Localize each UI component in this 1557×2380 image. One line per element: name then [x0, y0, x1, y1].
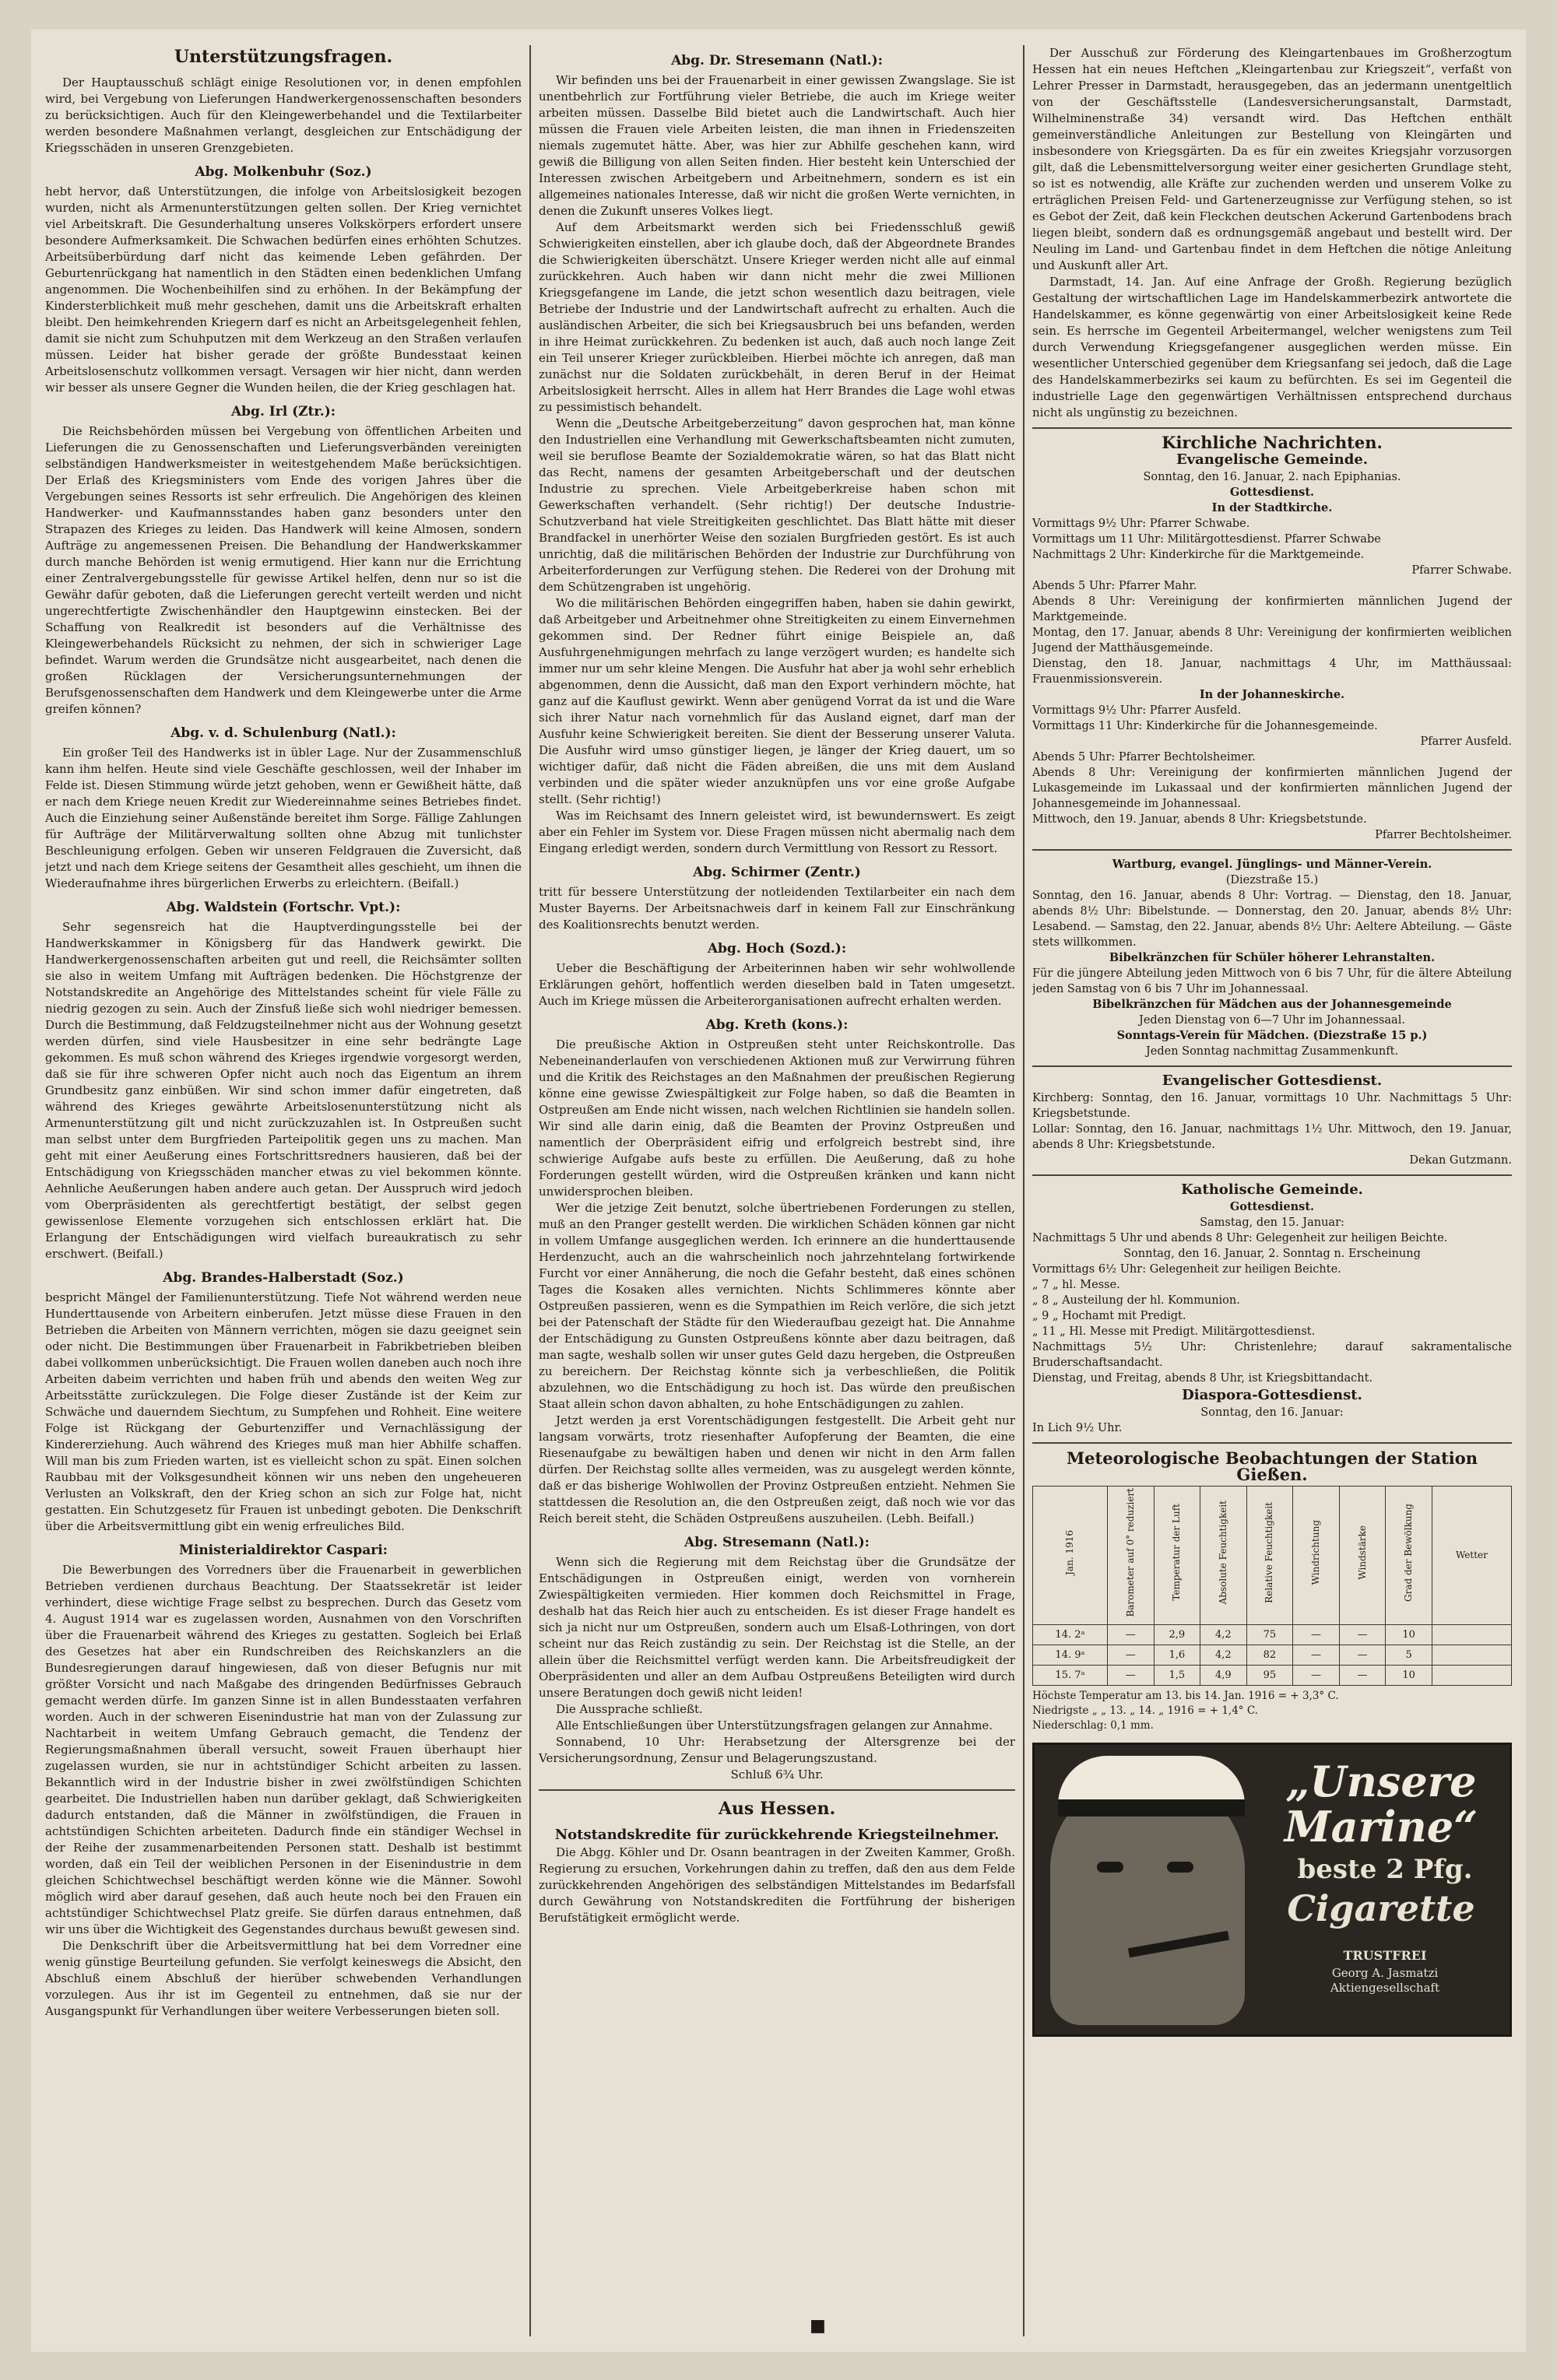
- column-1: [45, 45, 522, 2336]
- table-cell: —: [1293, 1665, 1340, 1685]
- notice-line: Vormittags 9½ Uhr: Pfarrer Schwabe.: [1032, 518, 1250, 530]
- table-cell: 10: [1386, 1624, 1432, 1645]
- notice-line: Montag, den 17. Januar, abends 8 Uhr: Vereinigung der konfirmierten weiblichen Jugend der Matthäusgemeinde.: [1032, 627, 1512, 655]
- paragraph: Alle Entschließungen über Unterstützungsfragen gelangen zur Annahme.: [556, 1718, 993, 1732]
- table-cell: —: [1107, 1624, 1154, 1645]
- speaker-heading: Abg. Hoch (Sozd.):: [707, 941, 847, 957]
- notice-line: Dekan Gutzmann.: [1409, 1154, 1512, 1167]
- table-cell: 10: [1386, 1665, 1432, 1685]
- notice-line: In Lich 9½ Uhr.: [1032, 1422, 1123, 1434]
- service-date: Sonntag, den 16. Januar:: [1200, 1406, 1344, 1419]
- notice-line: Nachmittags 5 Uhr und abends 8 Uhr: Gelegenheit zur heiligen Beichte.: [1032, 1232, 1448, 1244]
- notice-line: Vormittags 9½ Uhr: Pfarrer Ausfeld.: [1032, 704, 1242, 717]
- ad-trustfree: TRUSTFREI: [1343, 1947, 1427, 1963]
- column-divider: [1023, 45, 1025, 2336]
- club-title: Bibelkränzchen für Mädchen aus der Johannesgemeinde: [1092, 998, 1452, 1011]
- table-cell: —: [1107, 1665, 1154, 1685]
- divider: [1032, 1174, 1512, 1176]
- table-cell: —: [1339, 1624, 1386, 1645]
- eye-icon: [1097, 1862, 1123, 1873]
- paragraph: Die Reichsbehörden müssen bei Vergebung von öffentlichen Arbeiten und Lieferungen die zu Genossenschaften und Lieferungsverbänden vereinigten selbständigen Handwerksmeister in weitestgehendem Maße berücksichtigen. Der Erlaß des Kriegsministers vom Ende des vorigen Jahres über die Vergebungen seines Ressorts ist sehr erfreulich. Die Angehörigen des kleinen Handwerker- und Kaufmannsstandes haben ganz besonders unter den Strapazen des Krieges zu leiden. Das Handwerk will keine Almosen, sondern Aufträge zu angemessenen Preisen. Die Behandlung der Handwerkskammer durch manche Behörden ist wenig ermutigend. Hier kann nur die Errichtung einer Zentralvergebungsstelle für gewisse Artikel helfen, denn nur so ist die Gewähr dafür geboten, daß die Lieferungen gerecht verteilt werden und nicht ungerechtfertigte Zwischenhändler den Hauptgewinn einstecken. Bei der Schaffung von Realkredit ist besonders auf die Verhältnisse des Kleingewerbehandels Rücksicht zu nehmen, der sich in schwieriger Lage befindet. Warum werden die Grundsätze nicht ausgearbeitet, nach denen die großen Rücklagen der Versicherungsunternehmungen der Berufsgenossenschaften dem Handwerk und dem Kleingewerbe unter die Arme greifen können?: [45, 424, 522, 716]
- speaker-heading: Abg. v. d. Schulenburg (Natl.):: [170, 725, 396, 741]
- weather-header: Absolute Feuchtigkeit: [1200, 1487, 1247, 1625]
- speaker-heading: Abg. Stresemann (Natl.):: [684, 1535, 870, 1550]
- notice-line: Abends 5 Uhr: Pfarrer Mahr.: [1032, 580, 1197, 592]
- paragraph: Die Bewerbungen des Vorredners über die Frauenarbeit in gewerblichen Betrieben verdienen durchaus Beachtung. Der Staatssekretär ist leider verhindert, diese wichtige Frage selbst zu besprechen. Durch das Gesetz vom 4. August 1914 war es zugelassen worden, Ausnahmen von den Vorschriften über die Frauenarbeit während des Krieges zu gestatten. Sogleich bei Erlaß des Gesetzes hat aber ein Rundschreiben des Reichskanzlers an die Bundesregierungen darauf hingewiesen, daß von dieser Befugnis nur mit größter Vorsicht und nach Maßgabe des dringenden Bedürfnisses Gebrauch gemacht werden dürfe. Im ganzen Sinne ist in allen Bundesstaaten verfahren worden. Auch in der schweren Eisenindustrie hat man von der Zulassung zur Nachtarbeit in weitem Umfang Gebrauch gemacht, die Tendenz der Regierungsmaßnahmen überall versucht, soweit Frauen überhaupt hier zugelassen wurden, sie nur in achtstündiger Schicht arbeiten zu lassen. Bekanntlich wird in der Industrie bisher in zwei zwölfstündigen Schichten gearbeitet. Die Industriellen haben nun darüber geklagt, daß Schwierigkeiten dadurch entstanden, daß die Männer in zwölfstündigen, die Frauen in achtstündigen Schichten arbeiteten. Dadurch finde ein ständiger Wechsel in der Reihe der zusammenarbeitenden Personen statt. Deshalb ist bestimmt worden, daß ein Teil der weiblichen Personen in der Eisenindustrie in dem gleichen Schichtwechsel beschäftigt werden könne wie die Männer. Sowohl möglich wird aber darauf gesehen, daß auch heute noch bei den Frauen ein achtstündiger Schichtwechsel Platz greife. Sie dürfen daraus entnehmen, daß wir uns über die Wichtigkeit des Gegenstandes durchaus bewußt gewesen sind.: [45, 1563, 522, 1936]
- diaspora-title: Diaspora-Gottesdienst.: [1182, 1387, 1362, 1403]
- notice-line: Für die jüngere Abteilung jeden Mittwoch von 6 bis 7 Uhr, für die ältere Abteilung jeden Samstag von 6 bis 7 Uhr im Johannessaal.: [1032, 967, 1512, 995]
- paragraph: Wo die militärischen Behörden eingegriffen haben, haben sie dahin gewirkt, daß Arbeitgeber und Arbeitnehmer ohne Streitigkeiten zu einem Einvernehmen gekommen sind. Der Redner führt einige Beispiele an, daß Ausfuhrgenehmigungen mehrfach zu lange verzögert wurden; es handelte sich immer nur um sehr kleine Mengen. Die Ausfuhr hat aber ja wohl sehr erheblich abgenommen, denn die Aussicht, daß man den Export verhindern möchte, hat ganz auf die Kauflust gewirkt. Wenn aber genügend Vorrat da ist und die Ware sich ihrer Natur nach vornehmlich für das Ausland eignet, darf man der Ausfuhr keine Schwierigkeit bereiten. Sie dient der Besserung unserer Valuta. Die Ausfuhr wird umso günstiger liegen, je länger der Krieg dauert, um so wichtiger dafür, daß nicht die Fäden abreißen, die uns mit dem Ausland verbinden und die später wieder anzuknüpfen uns vor eine große Aufgabe stellt. (Sehr richtig!): [539, 596, 1015, 806]
- catholic-title: Katholische Gemeinde.: [1181, 1181, 1363, 1198]
- divider: [539, 1789, 1015, 1791]
- notice-line: Dienstag, den 18. Januar, nachmittags 4 Uhr, im Matthäussaal: Frauenmissionsverein.: [1032, 658, 1512, 686]
- club-title: Wartburg, evangel. Jünglings- und Männer-Verein.: [1112, 858, 1432, 871]
- paragraph: Was im Reichsamt des Innern geleistet wird, ist bewundernswert. Es zeigt aber ein Fehler im System vor. Diese Fragen müssen nicht abermalig nach dem Eingang erledigt werden, sondern durch Vermittlung von Ressort zu Ressort.: [539, 809, 1015, 855]
- closing-note: Schluß 6¾ Uhr.: [730, 1767, 824, 1781]
- ad-manufacturer-line: Aktiengesellschaft: [1330, 1980, 1440, 1995]
- section-title: Aus Hessen.: [718, 1799, 836, 1819]
- table-cell: 2,9: [1154, 1624, 1200, 1645]
- max-temperature: Höchste Temperatur am 13. bis 14. Jan. 1916 = + 3,3° C.: [1032, 1689, 1339, 1702]
- ad-manufacturer-line: Georg A. Jasmatzi: [1331, 1965, 1439, 1980]
- service-date: Samstag, den 15. Januar:: [1200, 1216, 1344, 1229]
- speaker-heading: Abg. Brandes-Halberstadt (Soz.): [163, 1270, 404, 1286]
- weather-header: Relative Feuchtigkeit: [1246, 1487, 1293, 1625]
- table-cell: 15. 7ᵃ: [1033, 1665, 1108, 1685]
- notice-line: Abends 8 Uhr: Vereinigung der konfirmierten männlichen Jugend der Lukasgemeinde im Lukassaal und der konfirmierten männlichen Jugend der Johannesgemeinde im Johannessaal.: [1032, 767, 1512, 810]
- paragraph: tritt für bessere Unterstützung der notleidenden Textilarbeiter ein nach dem Muster Bayerns. Der Arbeitsnachweis darf in keinem Fall zur Einschränkung des Koalitionsrechts benutzt werden.: [539, 885, 1015, 932]
- table-cell: 14. 2ᵃ: [1033, 1624, 1108, 1645]
- table-cell: 5: [1386, 1645, 1432, 1665]
- paragraph: Die Aussprache schließt.: [556, 1702, 703, 1716]
- paragraph: Ueber die Beschäftigung der Arbeiterinnen haben wir sehr wohlwollende Erklärungen gehört, hoffentlich werden dieselben bald in Taten umgesetzt. Auch im Kriege müssen die Arbeiterorganisationen aufrecht erhalten werden.: [539, 961, 1015, 1008]
- church-name: In der Johanneskirche.: [1199, 688, 1345, 701]
- precipitation: Niederschlag: 0,1 mm.: [1032, 1718, 1154, 1732]
- cap-band-icon: [1058, 1799, 1245, 1817]
- paragraph: Sonnabend, 10 Uhr: Herabsetzung der Altersgrenze bei der Versicherungsordnung, Zensur und Belagerungszustand.: [539, 1735, 1015, 1765]
- paragraph: Der Hauptausschuß schlägt einige Resolutionen vor, in denen empfohlen wird, bei Vergebung von Lieferungen Handwerkergenossenschaften besonders zu berücksichtigen. Auch für den Kleingewerbehandel und die Textilarbeiter werden besondere Maßnahmen verlangt, desgleichen zur Entschädigung der Kriegsschäden in unseren Grenzgebieten.: [45, 75, 522, 155]
- notice-line: „ 7 „ hl. Messe.: [1032, 1279, 1120, 1291]
- ad-manufacturer: [1268, 1966, 1502, 1996]
- notice-line: Nachmittags 2 Uhr: Kinderkirche für die Marktgemeinde.: [1032, 549, 1365, 561]
- notice-line: „ 8 „ Austeilung der hl. Kommunion.: [1032, 1294, 1240, 1307]
- speaker-heading: Abg. Molkenbuhr (Soz.): [195, 164, 372, 180]
- notice-line: Vormittags um 11 Uhr: Militärgottesdienst. Pfarrer Schwabe: [1032, 533, 1381, 546]
- speaker-heading: Ministerialdirektor Caspari:: [179, 1543, 388, 1558]
- section-title: Unterstützungsfragen.: [174, 47, 393, 67]
- table-cell: —: [1293, 1624, 1340, 1645]
- paragraph: Die Abgg. Köhler und Dr. Osann beantragen in der Zweiten Kammer, Großh. Regierung zu ersuchen, Vorkehrungen dahin zu treffen, daß den aus dem Felde zurückkehrenden Angehörigen des selbständigen Mittelstandes im Bedarfsfall durch Gewährung von Notstandskrediten die Fortführung der bisherigen Berufstätigkeit ermöglicht werde.: [539, 1845, 1015, 1925]
- ad-product: Cigarette: [1287, 1887, 1475, 1929]
- weather-table: [1032, 1486, 1512, 1686]
- eye-icon: [1167, 1862, 1193, 1873]
- speaker-heading: Abg. Kreth (kons.):: [705, 1017, 849, 1033]
- paragraph: Wer die jetzige Zeit benutzt, solche übertriebenen Forderungen zu stellen, muß an den Pranger gestellt werden. Die wirklichen Schäden können gar nicht in vollem Umfange ausgeglichen werden. Ich erinnere an die hunderttausende Herdenzucht, auch an die wahrscheinlich noch jahrzehntelang fortwirkende Furcht vor einer Annäherung, die noch die Gefahr besteht, daß eines schönen Tages die Kosaken alles vernichten. Nichts Schlimmeres könnte aber Ostpreußen passieren, wenn es die Sympathien im Reich verlöre, die sich jetzt bei der Patenschaft der Städte für den Wiederaufbau gezeigt hat. Die Annahme der Entschädigung zu Gunsten Ostpreußens könnte aber dazu beitragen, daß man sagte, weshalb sollen wir unser gutes Geld dazu hergeben, die Ostpreußen zu bereichern. Der Reichstag könnte sich ja verbeschließen, die Politik abzulehnen, wo die Entschädigung zu hoch ist. Das würde den preußischen Staat allein schon davon abhalten, zu hohe Entschädigungen zu zahlen.: [539, 1201, 1015, 1411]
- notice-line: Pfarrer Ausfeld.: [1420, 735, 1512, 748]
- weather-header: Jan. 1916: [1033, 1487, 1108, 1625]
- paragraph: Darmstadt, 14. Jan. Auf eine Anfrage der Großh. Regierung bezüglich Gestaltung der wirtschaftlichen Lage im Handelskammerbezirk antwortete die Handelskammer, es könne gegenwärtig von einer Arbeitslosigkeit keine Rede sein. Es herrsche im Gegenteil Arbeitermangel, welcher wenigstens zum Teil durch Verwendung Kriegsgefangener ausgeglichen werden müsse. Ein wesentlicher Unterschied gegenüber dem Kriegsanfang sei jedoch, daß die Lage des Handelskammerbezirks sei kaum zu befürchten. Es sei im Gegenteil die industrielle Lage den gegenwärtigen Verhältnissen entsprechend durchaus nicht als ungünstig zu bezeichnen.: [1032, 275, 1512, 419]
- weather-header: Windrichtung: [1293, 1487, 1340, 1625]
- divider: [1032, 1442, 1512, 1444]
- table-row: [1033, 1645, 1512, 1665]
- table-cell: —: [1107, 1645, 1154, 1665]
- speaker-heading: Abg. Schirmer (Zentr.): [693, 865, 861, 880]
- table-cell: 1,6: [1154, 1645, 1200, 1665]
- notice-line: Vormittags 11 Uhr: Kinderkirche für die Johannesgemeinde.: [1032, 720, 1378, 732]
- notice-line: „ 11 „ Hl. Messe mit Predigt. Militärgottesdienst.: [1032, 1325, 1316, 1338]
- notice-line: Jeden Sonntag nachmittag Zusammenkunft.: [1145, 1045, 1399, 1058]
- divider: [1032, 427, 1512, 429]
- notice-line: Abends 5 Uhr: Pfarrer Bechtolsheimer.: [1032, 751, 1256, 763]
- weather-header: Wetter: [1432, 1487, 1511, 1625]
- table-cell: 1,5: [1154, 1665, 1200, 1685]
- paragraph: bespricht Mängel der Familienunterstützung. Tiefe Not während werden neue Hunderttausende von Arbeitern einberufen. Jetzt müsse diese Frauen in den Betrieben die Arbeiten von Männern verrichten, mögen sie dazu geeignet sein oder nicht. Die Bestimmungen über Frauenarbeit in Fabrikbetrieben bleiben dabei vollkommen unberücksichtigt. Die Frauen wollen daneben auch noch ihre Arbeiten dabeim verrichten und haben früh und abends den weiten Weg zur Arbeitsstätte zurückzulegen. Die Folge dieser Zustände ist der Keim zur Schwäche und dauerndem Siechtum, zu Sumpfehen und Rohheit. Eine weitere Folge ist Rückgang der Geburtenziffer und Vernachlässigung der Kindererziehung. Auch während des Krieges muß man hier Abhilfe schaffen. Will man bis zum Frieden warten, ist es vielleicht schon zu spät. Einen solchen Raubbau mit der Volksgesundheit können wir uns neben den ungeheueren Verlusten an Volkskraft, den der Krieg schon an sich zur Folge hat, nicht gestatten. Ein Schutzgesetz für Frauen ist unbedingt geboten. Die Denkschrift über die Arbeitsvermittlung gibt ein wenig erfreuliches Bild.: [45, 1290, 522, 1533]
- speaker-heading: Abg. Irl (Ztr.):: [230, 404, 336, 419]
- page-footer-mark: ■: [810, 2316, 826, 2336]
- paragraph: Die preußische Aktion in Ostpreußen steht unter Reichskontrolle. Das Nebeneinanderlaufen von verschiedenen Aktionen muß zur Verwirrung führen und die Kritik des Reichstages an den Maßnahmen der preußischen Regierung könne eine gewisse Zwiespältigkeit zur Folge haben, so daß die Beamten in Ostpreußen am Ende nicht wissen, nach welchen Richtlinien sie handeln sollen. Wir sind alle darin einig, daß die Beamten der Provinz Ostpreußen und namentlich der Oberpräsident eifrig und erfolgreich bestrebt sind, ihre schwierige Aufgabe aufs beste zu erfüllen. Die Aeußerung, daß zu hohe Forderungen gestellt würden, wird die Ostpreußen kränken und kann nicht unwidersprochen bleiben.: [539, 1037, 1015, 1199]
- club-title: Bibelkränzchen für Schüler höherer Lehranstalten.: [1109, 951, 1436, 964]
- service-date: Sonntag, den 16. Januar, 2. Sonntag n. Erscheinung: [1123, 1248, 1421, 1260]
- paragraph: Wenn die „Deutsche Arbeitgeberzeitung“ davon gesprochen hat, man könne den Industriellen eine Verhandlung mit Gewerkschaftsbeamten nicht zumuten, weil sie beruflose Beamte der Sozialdemokratie wären, so hat das Blatt nicht das Recht, namens der gesamten Arbeitgeberschaft und der deutschen Industrie zu sprechen. Viele Arbeitgeberkreise haben schon mit Gewerkschaften verhandelt. (Sehr richtig!) Der deutsche Industrie-Schutzverband hat viele Streitigkeiten geschlichtet. Das Blatt hätte mit dieser Brandfackel in unerhörter Weise den sozialen Burgfrieden gestört. Es ist auch unrichtig, daß die militärischen Behörden der Industrie zur Durchführung von Arbeiterforderungen zur Verfügung stehen. Die Rederei von der Drohung mit dem Schützengraben ist ungehörig.: [539, 416, 1015, 594]
- notice-line: Dienstag, und Freitag, abends 8 Uhr, ist Kriegsbittandacht.: [1032, 1372, 1373, 1385]
- table-cell: [1432, 1665, 1511, 1685]
- paragraph: hebt hervor, daß Unterstützungen, die infolge von Arbeitslosigkeit bezogen wurden, nicht als Armenunterstützungen gelten sollen. Der Krieg vernichtet viel Arbeitskraft. Die Gesunderhaltung unseres Volkskörpers erfordert unsere besondere Aufmerksamkeit. Die Schwachen bedürfen eines erhöhten Schutzes. Arbeitsüberbürdung darf nicht das keimende Leben gefährden. Der Geburtenrückgang hat namentlich in den Städten einen bedenklichen Umfang angenommen. Die Wochenbeihilfen sind zu erhöhen. In der Bekämpfung der Kindersterblichkeit muß mehr geschehen, damit uns die Arbeitskraft erhalten bleibt. Den heimkehrenden Kriegern darf es nicht an Arbeitsgelegenheit fehlen, damit sie nicht zum Schuhputzen mit dem Werkzeug an den Straßen verlaufen müssen. Leider hat bisher gerade der größte Bundesstaat keinen Arbeitslosenschutz vollkommen versagt. Versagen wir hier nicht, dann werden wir besser als unsere Gegner die Wunden heilen, die der Krieg geschlagen hat.: [45, 184, 522, 395]
- notice-line: Nachmittags 5½ Uhr: Christenlehre; darauf sakramentalische Bruderschaftsandacht.: [1032, 1341, 1512, 1369]
- paragraph: Wir befinden uns bei der Frauenarbeit in einer gewissen Zwangslage. Sie ist unentbehrlich zur Fortführung vieler Betriebe, die auch im Kriege weiter arbeiten müssen. Dasselbe Bild bietet auch die Landwirtschaft. Auch hier müssen die Frauen viele Arbeiten leisten, die man ihnen in Friedenszeiten niemals zugemutet hätte. Aber, was hier zur Abhilfe geschehen kann, wird gewiß die Billigung von allen Seiten finden. Hier besteht kein Unterschied der Interessen zwischen Arbeitgebern und Arbeitnehmern, sondern es ist ein allgemeines nationales Interesse, daß wir nicht die großen Werte vernichten, in denen die Zukunft unseres Volkes liegt.: [539, 73, 1015, 218]
- table-cell: 82: [1246, 1645, 1293, 1665]
- paragraph: Auf dem Arbeitsmarkt werden sich bei Friedensschluß gewiß Schwierigkeiten einstellen, aber ich glaube doch, daß der Abgeordnete Brandes die Schwierigkeiten überschätzt. Unsere Krieger werden nicht alle auf einmal zurückkehren. Auch haben wir dann nicht mehr die zwei Millionen Kriegsgefangene im Lande, die jetzt schon wesentlich dazu beitragen, viele Betriebe der Industrie und der Landwirtschaft aufrecht zu erhalten. Auch die ausländischen Arbeiter, die sich bei Kriegsausbruch bei uns befanden, werden in ihre Heimat zurückkehren. Zu bedenken ist auch, daß auch noch lange Zeit ein Teil unserer Krieger zurückbleiben. Hierbei möchte ich anregen, daß man zunächst nur die Soldaten zurückbehält, in deren Beruf in der Heimat Arbeitslosigkeit herrscht. Alles in allem hat Herr Brandes die Lage wohl etwas zu pessimistisch behandelt.: [539, 220, 1015, 414]
- table-cell: —: [1339, 1645, 1386, 1665]
- paragraph: Sehr segensreich hat die Hauptverdingungsstelle bei der Handwerkskammer in Königsberg für das Handwerk gewirkt. Die Handwerkergenossenschaften arbeiten gut und reell, die Reichsämter sollten sie also in weitem Umfang mit Aufträgen bedenken. Die Höchstgrenze der Notstandskredite an Angehörige des Mittelstandes scheint für viele Fälle zu niedrig gezogen zu sein. Auch der Zinsfuß ließe sich wohl niedriger bemessen. Durch die Bestimmung, daß Feldzugsteilnehmer nicht aus der Wohnung gesetzt werden dürfen, sind viele Hausbesitzer in eine sehr bedrängte Lage gekommen. Es muß schon während des Krieges irgendwie vorgesorgt werden, daß sie für ihre schweren Opfer nicht auch noch das Eigentum an ihrem Grundbesitz ganz einbüßen. Wir sind schon immer dafür eingetreten, daß während des Krieges gewährte Arbeitslosenunterstützung nicht als Armenunterstützung gilt und nicht zurückzuzahlen ist. In Ostpreußen sucht man selbst unter dem Burgfrieden Parteipolitik gegen uns zu machen. Man geht mit einer Aeußerung eines Fortschrittsredners hausieren, daß bei der Entschädigung von Kriegsschäden mancher etwas zu viel bekommen könnte. Aehnliche Aeußerungen haben andere auch getan. Der Ausspruch wird jedoch vom Oberpräsidenten als gerechtfertigt bestätigt, der selbst gegen gewissenlose Elemente vorzugehen sich entschlossen erklärt hat. Die Erlangung der Entschädigungen wird vielfach bureaukratisch zu sehr erschwert. (Beifall.): [45, 920, 522, 1261]
- evangelical-service-title: Evangelischer Gottesdienst.: [1162, 1072, 1383, 1089]
- divider: [1032, 849, 1512, 851]
- club-title: Sonntags-Verein für Mädchen. (Diezstraße 15 p.): [1116, 1029, 1428, 1042]
- evangelical-title: Evangelische Gemeinde.: [1176, 451, 1369, 468]
- club-address: (Diezstraße 15.): [1225, 874, 1319, 886]
- speaker-heading: Abg. Dr. Stresemann (Natl.):: [671, 53, 883, 68]
- table-cell: 4,2: [1200, 1645, 1247, 1665]
- notice-line: Vormittags 6½ Uhr: Gelegenheit zur heiligen Beichte.: [1032, 1263, 1341, 1276]
- column-2: [539, 45, 1015, 2336]
- paragraph: Die Denkschrift über die Arbeitsvermittlung hat bei dem Vorredner eine wenig günstige Beurteilung gefunden. Sie verfolgt keineswegs die Absicht, den Abschluß einem Abschluß der hierüber schwebenden Verhandlungen vorzulegen. Aus ihr ist im Gegenteil zu entnehmen, daß sie nur der Ausgangspunkt für Verhandlungen über weitere Verbesserungen bieten soll.: [45, 1939, 522, 2018]
- weather-notes: [1032, 1689, 1512, 1733]
- notice-line: Abends 8 Uhr: Vereinigung der konfirmierten männlichen Jugend der Marktgemeinde.: [1032, 595, 1512, 623]
- notice-line: Kirchberg: Sonntag, den 16. Januar, vormittags 10 Uhr. Nachmittags 5 Uhr: Kriegsbetstunde.: [1032, 1092, 1512, 1120]
- notice-line: Sonntag, den 16. Januar, abends 8 Uhr: Vortrag. — Dienstag, den 18. Januar, abends 8½ Uhr: Bibelstunde. — Donnerstag, den 20. Januar, abends 8½ Uhr: Lesabend. — Samstag, den 22. Januar, abends 8½ Uhr: Aeltere Abteilung. — Gäste stets willkommen.: [1032, 890, 1512, 949]
- table-cell: 75: [1246, 1624, 1293, 1645]
- table-cell: —: [1293, 1645, 1340, 1665]
- table-cell: [1432, 1645, 1511, 1665]
- column-divider: [529, 45, 531, 2336]
- article-title: Notstandskredite für zurückkehrende Kriegsteilnehmer.: [554, 1827, 1000, 1843]
- table-row: [1033, 1665, 1512, 1685]
- weather-header-row: [1033, 1487, 1512, 1625]
- table-cell: —: [1339, 1665, 1386, 1685]
- table-cell: [1432, 1624, 1511, 1645]
- paragraph: Wenn sich die Regierung mit dem Reichstag über die Grundsätze der Entschädigungen in Ostpreußen einigt, werden von vornherein Zwiespältigkeiten vermieden. Hier kommen doch Reichsmittel in Frage, deshalb hat das Reich hier auch zu entscheiden. Es ist dieser Frage handelt es sich ja nicht nur um Ostpreußen, sondern auch um Elsaß-Lothringen, von dort scheint nur das Reich zuständig zu sein. Der Reichstag ist die Stelle, an der allein über die Reichsmittel verfügt werden kann. Die Arbeitsfreudigkeit der Oberpräsidenten und aller an dem Aufbau Ostpreußens Beteiligten wird durch unsere Beratungen doch gewiß nicht leiden!: [539, 1555, 1015, 1700]
- table-cell: 95: [1246, 1665, 1293, 1685]
- newspaper-page: [31, 30, 1526, 2352]
- service-date: Sonntag, den 16. Januar, 2. nach Epiphanias.: [1143, 471, 1401, 483]
- notice-line: Mittwoch, den 19. Januar, abends 8 Uhr: Kriegsbetstunde.: [1032, 813, 1367, 826]
- service-label: Gottesdienst.: [1229, 486, 1315, 499]
- table-cell: 4,9: [1200, 1665, 1247, 1685]
- ad-brand: „Unsere Marine“: [1284, 1756, 1478, 1852]
- paragraph: Der Ausschuß zur Förderung des Kleingartenbaues im Großherzogtum Hessen hat ein neues Heftchen „Kleingartenbau zur Kriegszeit“, verfaßt von Lehrer Presser in Darmstadt, herausgegeben, das an jedermann unentgeltlich von der Geschäftsstelle (Landesversicherungsanstalt, Darmstadt, Wilhelminenstraße 34) versandt wird. Das Heftchen enthält gemeinverständliche Anleitungen zur Bestellung von Kleingärten und insbesondere von Kriegsgärten. Da es für ein zweites Kriegsjahr vorzusorgen gilt, daß die Lebensmittelversorgung weiter einer gesicherten Grundlage steht, so ist es notwendig, alle Kräfte zur zuchenden werden und unserem Volke zu erträglichen Preisen Feld- und Gartenerzeugnisse zur Verfügung stehen, so ist es Gebot der Zeit, daß kein Fleckchen deutschen Ackerund Gartenbodens brach liegen bleibt, sondern daß es ordnungsgemäß angebaut und bestellt wird. Der Neuling im Land- und Gartenbau findet in dem Heftchen die nötige Anleitung und Auskunft aller Art.: [1032, 46, 1512, 272]
- weather-title: Meteorologische Beobachtungen der Station Gießen.: [1066, 1448, 1478, 1484]
- table-cell: 4,2: [1200, 1624, 1247, 1645]
- weather-header: Grad der Bewölkung: [1386, 1487, 1432, 1625]
- weather-header: Windstärke: [1339, 1487, 1386, 1625]
- church-name: In der Stadtkirche.: [1211, 501, 1333, 514]
- divider: [1032, 1065, 1512, 1067]
- weather-header: Temperatur der Luft: [1154, 1487, 1200, 1625]
- table-cell: 14. 9ᵃ: [1033, 1645, 1108, 1665]
- paragraph: Jetzt werden ja erst Vorentschädigungen festgestellt. Die Arbeit geht nur langsam vorwärts, trotz riesenhafter Aufopferung der Beamten, die eine Riesenaufgabe zu bewältigen haben und denen wir nicht in den Arm fallen dürfen. Der Reichstag sollte alles vermeiden, was zu ausgelegt werden könnte, daß er das bisherige Wohlwollen der Provinz Ostpreußen entzieht. Nehmen Sie stattdessen die Resolution an, die den Ostpreußen zeigt, daß noch wie vor das Reich bereit steht, die Schäden Ostpreußens auszuheilen. (Lebh. Beifall.): [539, 1413, 1015, 1525]
- notice-line: Pfarrer Bechtolsheimer.: [1375, 829, 1512, 841]
- notice-line: Jeden Dienstag von 6—7 Uhr im Johannessaal.: [1139, 1014, 1405, 1027]
- church-notices: [1032, 435, 1512, 1436]
- paragraph: Ein großer Teil des Handwerks ist in übler Lage. Nur der Zusammenschluß kann ihm helfen. Heute sind viele Geschäfte geschlossen, weil der Inhaber im Felde ist. Diesen Stimmung würde jetzt gehoben, wenn er Gewißheit hätte, daß er nach dem Kriege neuen Kredit zur Wiedereinnahme seines Betriebes findet. Auch die Einziehung seiner Außenstände bereitet ihm Sorge. Fällige Zahlungen für Aufträge der Militärverwaltung sollten ohne Abzug mit tunlichster Beschleunigung erfolgen. Geben wir unseren Feldgrauen die Zuversicht, daß jetzt und nach dem Kriege seitens der Gesamtheit alles geschieht, um ihnen die Wiederaufnahme ihres bürgerlichen Erwerbs zu erleichtern. (Beifall.): [45, 746, 522, 890]
- service-label: Gottesdienst.: [1229, 1200, 1315, 1213]
- ad-price: beste 2 Pfg.: [1297, 1853, 1473, 1885]
- notice-line: Lollar: Sonntag, den 16. Januar, nachmittags 1½ Uhr. Mittwoch, den 19. Januar, abends 8 Uhr: Kriegsbetstunde.: [1032, 1123, 1512, 1151]
- speaker-heading: Abg. Waldstein (Fortschr. Vpt.):: [166, 900, 401, 915]
- column-3: [1032, 45, 1512, 2336]
- weather-header: Barometer auf 0° reduziert: [1107, 1487, 1154, 1625]
- cigarette-advertisement: [1032, 1743, 1512, 2037]
- notice-line: Pfarrer Schwabe.: [1411, 564, 1512, 577]
- notice-line: „ 9 „ Hochamt mit Predigt.: [1032, 1310, 1186, 1322]
- table-row: [1033, 1624, 1512, 1645]
- church-title: Kirchliche Nachrichten.: [1162, 433, 1383, 452]
- min-temperature: Niedrigste „ „ 13. „ 14. „ 1916 = + 1,4° C.: [1032, 1704, 1258, 1717]
